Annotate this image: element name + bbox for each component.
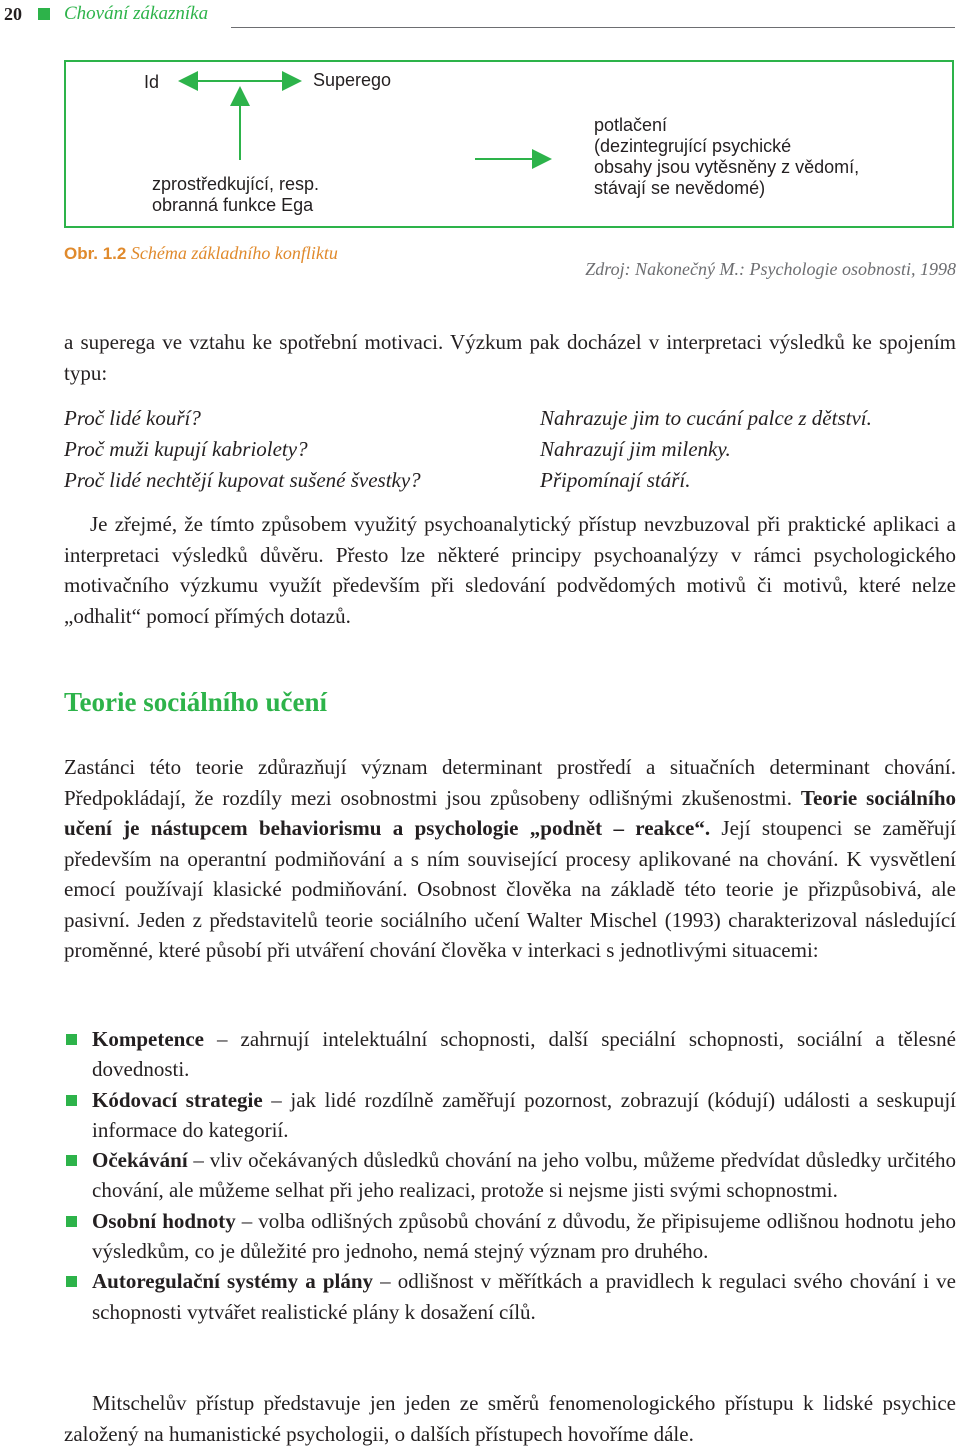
figure-caption: [64, 243, 338, 264]
bullet-square-icon: [66, 1034, 77, 1045]
paragraph-text: Její stoupenci se zaměřují především na operantní podmiňování a s ním související procesy aplikované na chování. K vysvětlení emocí používají klasické podmiňování. Osobnost člověka na základě této teorie je přizpůsobivá, ale pasivní. Jeden z představitelů teorie sociálního učení Walter Mischel (1993) charakterizoval následující proměnné, které působí při utváření chování člověka v interkaci s jednotlivými situacemi:: [64, 816, 956, 962]
bullet-square-icon: [66, 1095, 77, 1106]
bullet-square-icon: [66, 1276, 77, 1287]
caption-label: Obr. 1.2: [64, 244, 127, 263]
repression-label: [594, 115, 859, 199]
variables-list: [64, 1024, 956, 1327]
superego-label: Superego: [313, 70, 392, 90]
list-term: Očekávání: [92, 1148, 188, 1173]
paragraph-closing: Mitschelův přístup představuje jen jeden ze směrů fenomenologického přístupu k lidské psychice založený na humanistické psychologii, o dalších přístupech hovoříme dále.: [64, 1391, 956, 1446]
answer-item: Nahrazují jim milenky.: [540, 437, 731, 461]
page-number: 20: [4, 4, 22, 24]
header-square-icon: [38, 8, 50, 20]
id-label: Id: [144, 72, 160, 92]
answer-item: Připomínají stáří.: [540, 468, 691, 492]
list-item: [64, 1085, 956, 1146]
repression-line: potlačení: [594, 115, 668, 135]
bullet-square-icon: [66, 1216, 77, 1227]
repression-line: stávají se nevědomé): [594, 178, 766, 198]
list-description: – zahrnují intelektuální schopnosti, další speciální schopnosti, sociální a tělesné dovednosti.: [92, 1027, 956, 1082]
question-item: Proč lidé kouří?: [64, 406, 201, 430]
section-heading: Teorie sociálního učení: [64, 687, 328, 717]
right-arrow-icon: [475, 149, 552, 169]
answer-item: Nahrazuje jim to cucání palce z dětství.: [540, 406, 872, 430]
question-item: Proč lidé nechtějí kupovat sušené švestky?: [64, 468, 421, 492]
ego-function-line: zprostředkující, resp.: [152, 174, 320, 194]
figure-source: Zdroj: Nakonečný M.: Psychologie osobnosti, 1998: [585, 259, 956, 279]
paragraph-text: Zastánci této teorie zdůrazňují význam determinant prostředí a situačních determinant chování. Předpokládají, že rozdíly mezi osobnostmi jsou způsobeny odlišnými zkušenostmi.: [64, 755, 956, 810]
question-column: [64, 403, 421, 496]
paragraph-psychoanalysis: Je zřejmé, že tímto způsobem využitý psychoanalytický přístup nevzbuzoval při praktické aplikaci a interpretaci výsledků důvěru. Přesto lze některé principy psychoanalýzy v rámci psychologického motivačního výzkumu využít především při sledování podvědomých motivů či motivů, které nelze „odhalit“ pomocí přímých dotazů.: [64, 512, 956, 628]
bullet-square-icon: [66, 1155, 77, 1166]
list-description: – jak lidé rozdílně zaměřují pozornost, zobrazují (kódují) události a seskupují informace do kategorií.: [92, 1087, 957, 1142]
list-item: [64, 1206, 956, 1267]
paragraph-intro: a superega ve vztahu ke spotřební motivaci. Výzkum pak docházel v interpretaci výsledků ke spojením typu:: [64, 330, 956, 385]
answer-column: [540, 403, 872, 496]
list-item: [64, 1266, 956, 1327]
repression-line: obsahy jsou vytěsněny z vědomí,: [594, 157, 860, 177]
list-term: Autoregulační systémy a plány: [92, 1269, 374, 1294]
header-rule: [231, 27, 955, 28]
up-arrow-icon: [230, 86, 250, 160]
list-term: Osobní hodnoty: [92, 1208, 236, 1233]
question-item: Proč muži kupují kabriolety?: [64, 437, 308, 461]
caption-text: Schéma základního konfliktu: [130, 243, 338, 263]
paragraph-social-learning: [64, 752, 956, 966]
running-header-title: Chování zákazníka: [64, 3, 209, 24]
list-item: [64, 1145, 956, 1206]
ego-function-line: obranná funkce Ega: [152, 195, 314, 215]
list-item: [64, 1024, 956, 1085]
list-description: – odlišnost v měřítkách a pravidlech k regulaci svého chování i ve schopnosti vytvářet realistické plány k dosažení cílů.: [92, 1269, 956, 1324]
paragraph-bold-text: Teorie sociálního učení je nástupcem behaviorismu a psychologie „podnět – reakce“.: [64, 785, 956, 840]
ego-function-label: [152, 174, 319, 216]
repression-line: (dezintegrující psychické: [594, 136, 792, 156]
list-description: – vliv očekávaných důsledků chování na jeho volbu, můžeme předvídat důsledky určitého chování, ale můžeme selhat při jeho realizaci, protože si nejsme jisti svými schopnostmi.: [92, 1148, 956, 1203]
list-term: Kódovací strategie: [92, 1087, 263, 1112]
list-term: Kompetence: [92, 1027, 204, 1051]
list-description: – volba odlišných způsobů chování z důvodu, že připisujeme odlišnou hodnotu jeho výsledkům, co je důležité pro jednoho, nemá stejný význam pro druhého.: [92, 1208, 957, 1264]
